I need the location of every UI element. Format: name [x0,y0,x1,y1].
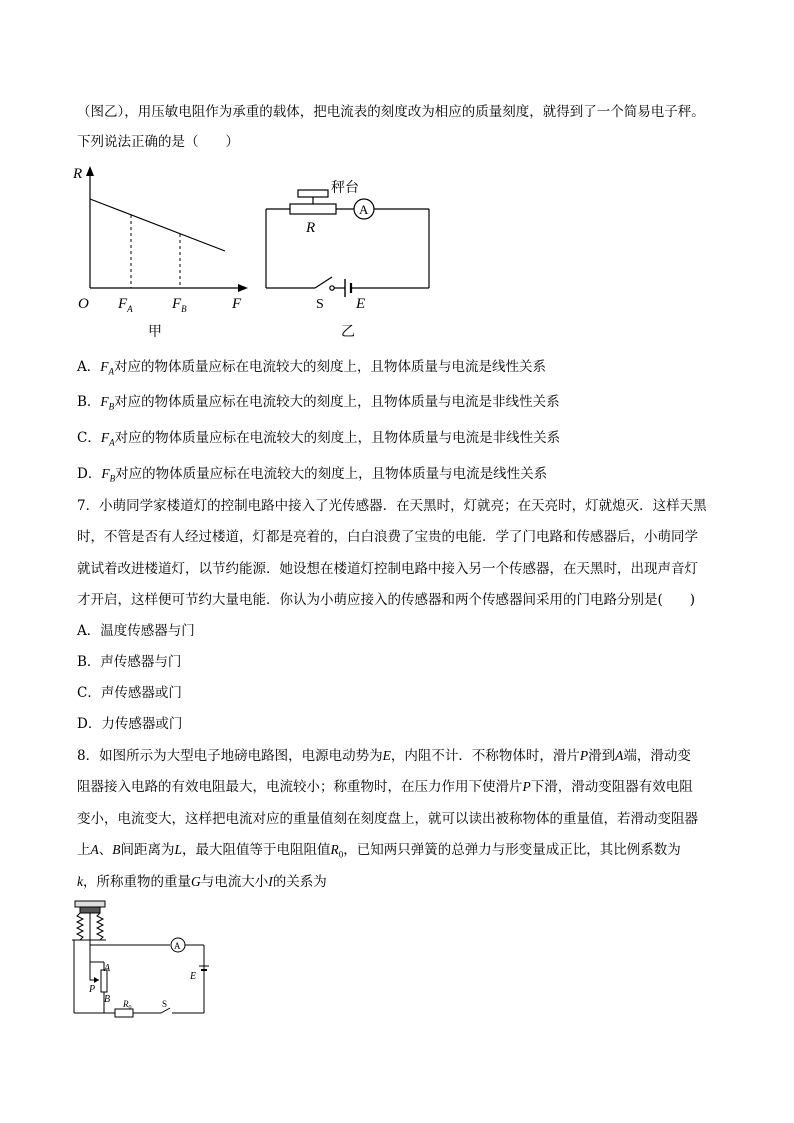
q6-intro-line-1: （图乙），用压敏电阻作为承重的载体，把电流表的刻度改为相应的质量刻度，就得到了一个简易电子秤。 [77,104,705,120]
q6-intro-line-2: 下列说法正确的是（ ） [77,134,239,150]
q7-stem-line-3: 就试着改进楼道灯，以节约能源．她设想在楼道灯控制电路中接入另一个传感器，在天黑时，出现声音灯 [77,561,698,577]
q6-option-c[interactable]: C．$F_A$对应的物体质量应标在电流较大的刻度上，且物体质量与电流是非线性关系 [77,430,561,448]
graph-origin: O [78,296,89,312]
label-e: E [190,971,197,982]
circuit-yi [266,190,429,297]
label-s: S [162,999,168,1009]
q7-stem-line-1: 7．小萌同学家楼道灯的控制电路中接入了光传感器．在天黑时，灯就亮；在天亮时，灯就熄灭．这样天黑 [77,498,707,514]
scale-base [80,907,100,913]
spring-left [77,913,83,940]
slider-arm [90,962,99,980]
q7-option-a[interactable]: A．温度传感器与门 [77,623,195,639]
q7-option-c[interactable]: C．声传感器或门 [77,685,182,701]
switch-contact [330,286,334,290]
label-b: B [104,994,111,1005]
switch-blade [315,277,332,288]
weighbridge-circuit [72,901,209,1017]
platform [298,190,328,197]
label-r0: $R_0$ [123,999,132,1011]
spring-right [97,913,103,940]
label-a: A [104,963,111,974]
q7-stem-line-2: 时，不管是否有人经过楼道，灯都是亮着的，白白浪费了宝贵的电能．学了门电路和传感器后，小萌同学 [77,529,698,545]
q8-stem-line-1: 8．如图所示为大型电子地磅电路图，电源电动势为E，内阻不计．不称物体时，滑片P滑到A端，滑动变 [77,748,691,764]
scale-platform [75,901,105,907]
label-p: P [89,984,96,995]
graph-y-label: R [73,166,83,182]
tick-fb: $F_B$ [172,296,187,314]
q6-option-b[interactable]: B．$F_B$对应的物体质量应标在电流较大的刻度上，且物体质量与电流是非线性关系 [77,394,560,412]
y-axis-arrow [86,166,94,176]
resistor-label: R [306,220,316,236]
caption-yi: 乙 [341,325,355,340]
battery-label: E [356,296,366,312]
q8-stem-line-2: 阻器接入电路的有效电阻最大，电流较小；称重物时，在压力作用下使滑片P下滑，滑动变阻器有效电阻 [77,779,693,795]
q7-option-d[interactable]: D．力传感器或门 [77,716,183,732]
q8-stem-line-3: 变小，电流变大，这样把电流对应的重量值刻在刻度盘上，就可以读出被称物体的重量值，若滑动变阻器 [77,811,698,827]
ammeter-symbol: A [174,941,181,951]
caption-jia: 甲 [148,325,162,340]
slider-pointer [94,977,99,983]
graph-x-label: F [232,296,242,312]
r-f-line [90,199,225,251]
q8-figure [68,898,218,1026]
graph-jia [72,166,248,340]
ammeter-symbol: A [359,202,369,217]
pressure-resistor [290,204,336,214]
q6-option-d[interactable]: D．$F_B$对应的物体质量应标在电流较大的刻度上，且物体质量与电流是线性关系 [77,466,548,484]
switch-label: S [316,297,324,312]
q6-figure [60,158,460,348]
x-axis-arrow [238,284,248,292]
q8-stem-line-4: 上A、B间距离为L，最大阻值等于电阻阻值$R_0$，已知两只弹簧的总弹力与形变量成正比，其比例系数为 [77,842,681,860]
q7-option-b[interactable]: B．声传感器与门 [77,654,182,670]
q7-stem-line-4: 才开启，这样便可节约大量电能．你认为小萌应接入的传感器和两个传感器间采用的门电路分别是( ) [77,592,696,608]
q6-option-a[interactable]: A．$F_A$对应的物体质量应标在电流较大的刻度上，且物体质量与电流是线性关系 [77,359,546,377]
platform-label: 秤台 [331,181,359,196]
tick-fa: $F_A$ [118,296,133,314]
q8-stem-line-5: k，所称重物的重量G与电流大小I的关系为 [77,874,327,890]
